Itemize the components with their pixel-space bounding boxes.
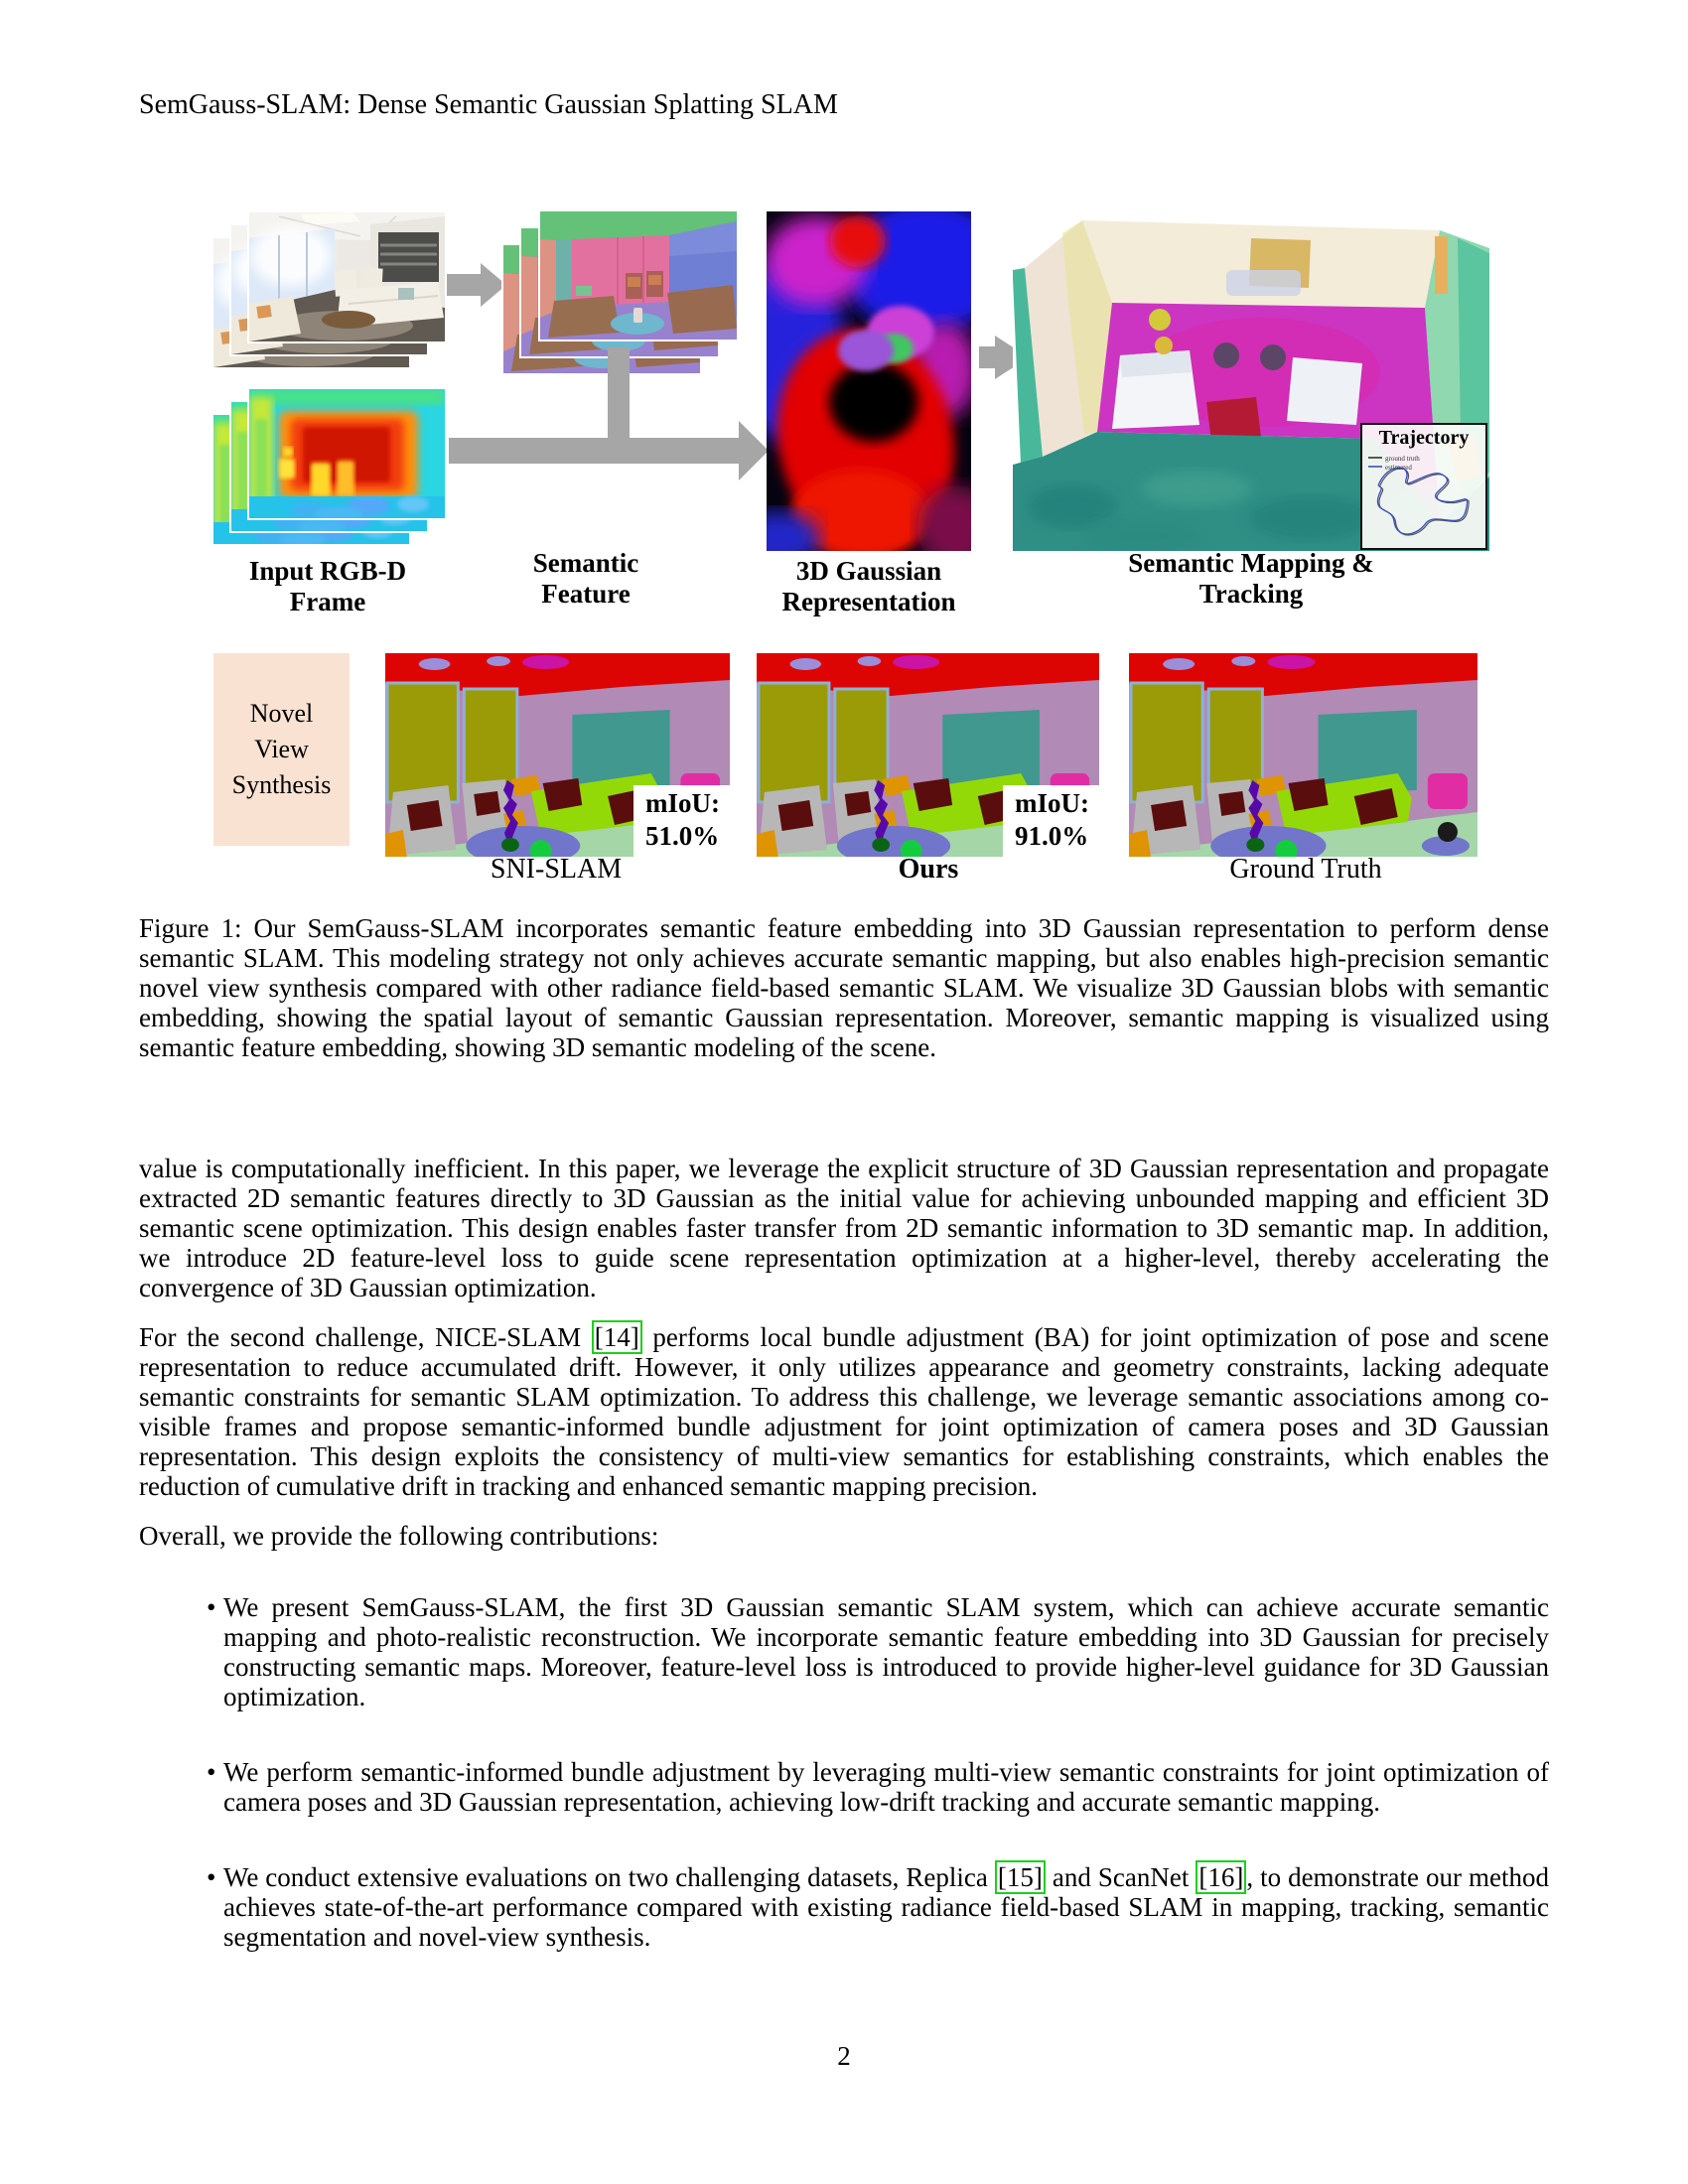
miou-value: 51.0% bbox=[645, 821, 720, 851]
input-rgb-stack bbox=[213, 212, 445, 367]
segmentation-render bbox=[1129, 653, 1477, 857]
figure-caption: Figure 1: Our SemGauss-SLAM incorporates semantic feature embedding into 3D Gaussian representation to perform dense semantic SLAM. This modeling strategy not only achieves accurate semantic mapping, but also enables high-precision semantic novel view synthesis compared with other radiance field-based semantic SLAM. We visualize 3D Gaussian blobs with semantic embedding, showing the spatial layout of semantic Gaussian representation. Moreover, semantic mapping is visualized using semantic feature embedding, showing 3D semantic modeling of the scene. bbox=[139, 913, 1549, 1062]
trajectory-legend-estimated: estimated bbox=[1385, 464, 1412, 472]
semantic-mapping-image bbox=[1013, 208, 1489, 551]
figure-1 bbox=[0, 0, 1688, 893]
trajectory-title: Trajectory bbox=[1378, 427, 1470, 449]
flow-arrow-icon bbox=[979, 346, 995, 368]
segmentation-image-ours bbox=[757, 653, 1099, 857]
miou-label: mIoU: bbox=[1015, 788, 1089, 818]
flow-arrowhead-icon bbox=[739, 421, 769, 480]
page-header: SemGauss-SLAM: Dense Semantic Gaussian Splatting SLAM bbox=[139, 89, 838, 120]
segmentation-image-ground-truth bbox=[1129, 653, 1477, 857]
citation-14[interactable]: [14] bbox=[592, 1320, 642, 1354]
flow-arrow-icon bbox=[447, 274, 481, 296]
gaussian-representation-image bbox=[767, 211, 971, 551]
novel-view-synthesis-label: Novel View Synthesis bbox=[231, 699, 332, 799]
page-number: 2 bbox=[837, 2041, 851, 2071]
contributions-list bbox=[139, 1592, 1549, 1952]
depth-frame-image bbox=[249, 389, 445, 518]
rgb-frame-image bbox=[249, 212, 445, 341]
citation-16[interactable]: [16] bbox=[1196, 1860, 1246, 1894]
miou-label: mIoU: bbox=[645, 788, 720, 818]
label-ours: Ours bbox=[898, 854, 959, 885]
label-ground-truth: Ground Truth bbox=[1229, 854, 1382, 885]
label-3d-gaussian-representation: 3D Gaussian Representation bbox=[781, 556, 956, 616]
contribution-item-1: • We present SemGauss-SLAM, the first 3D Gaussian semantic SLAM system, which can achieve accurate semantic mapping and photo-realistic reconstruction. We incorporate semantic feature embedding into 3D Gaussian for precisely constructing semantic maps. Moreover, feature-level loss is introduced to provide higher-level guidance for 3D Gaussian optimization. bbox=[223, 1592, 1549, 1711]
paragraph-1: value is computationally inefficient. In this paper, we leverage the explicit structure of 3D Gaussian representation and propagate extracted 2D semantic features directly to 3D Gaussian as the initial value for achieving unbounded mapping and efficient 3D semantic scene optimization. This design enables faster transfer from 2D semantic information to 3D semantic map. In addition, we introduce 2D feature-level loss to guide scene representation optimization at a higher-level, thereby accelerating the convergence of 3D Gaussian optimization. bbox=[139, 1154, 1549, 1302]
miou-badge-sni bbox=[633, 785, 730, 857]
trajectory-legend-ground-truth: ground truth bbox=[1385, 455, 1420, 463]
semantic-feature-image bbox=[540, 211, 737, 340]
trajectory-inset bbox=[1360, 423, 1487, 550]
label-sni-slam: SNI-SLAM bbox=[490, 854, 623, 885]
paragraph-3: Overall, we provide the following contributions: bbox=[139, 1521, 659, 1551]
input-depth-stack bbox=[213, 389, 445, 544]
label-input-rgbd-frame: Input RGB-D Frame bbox=[248, 556, 407, 616]
miou-value: 91.0% bbox=[1015, 821, 1089, 851]
contribution-item-2: • We perform semantic-informed bundle adjustment by leveraging multi-view semantic constraints for joint optimization of camera poses and 3D Gaussian representation, achieving low-drift tracking and accurate semantic mapping. bbox=[223, 1757, 1549, 1817]
paragraph-2: For the second challenge, NICE-SLAM [14] performs local bundle adjustment (BA) for joint optimization of pose and scene representation to reduce accumulated drift. However, it only utilizes appearance and geometry constraints, lacking adequate semantic constraints for semantic SLAM optimization. To address this challenge, we leverage semantic associations among co-visible frames and propose semantic-informed bundle adjustment for joint optimization of camera poses and 3D Gaussian representation. This design exploits the consistency of multi-view semantics for establishing constraints, which enables the reduction of cumulative drift in tracking and enhanced semantic mapping precision. bbox=[139, 1322, 1549, 1501]
trajectory-plot bbox=[1362, 450, 1485, 541]
citation-15[interactable]: [15] bbox=[995, 1860, 1046, 1894]
label-semantic-feature: Semantic Feature bbox=[532, 548, 639, 609]
miou-badge-ours bbox=[1003, 785, 1099, 857]
novel-view-synthesis-box bbox=[213, 653, 350, 846]
contribution-item-3: • We conduct extensive evaluations on two challenging datasets, Replica [15] and ScanNet [16] , to demonstrate our method achieves state-of-the-art performance compared with existing radiance field-based SLAM in mapping, tracking, semantic segmentation and novel-view synthesis. bbox=[223, 1862, 1549, 1952]
segmentation-image-sni-slam bbox=[385, 653, 730, 857]
body-text bbox=[139, 1154, 1549, 1952]
label-semantic-mapping-tracking: Semantic Mapping & Tracking bbox=[1128, 548, 1374, 609]
gaussian-blobs bbox=[767, 211, 971, 551]
connector-horizontal-bar bbox=[449, 438, 739, 464]
